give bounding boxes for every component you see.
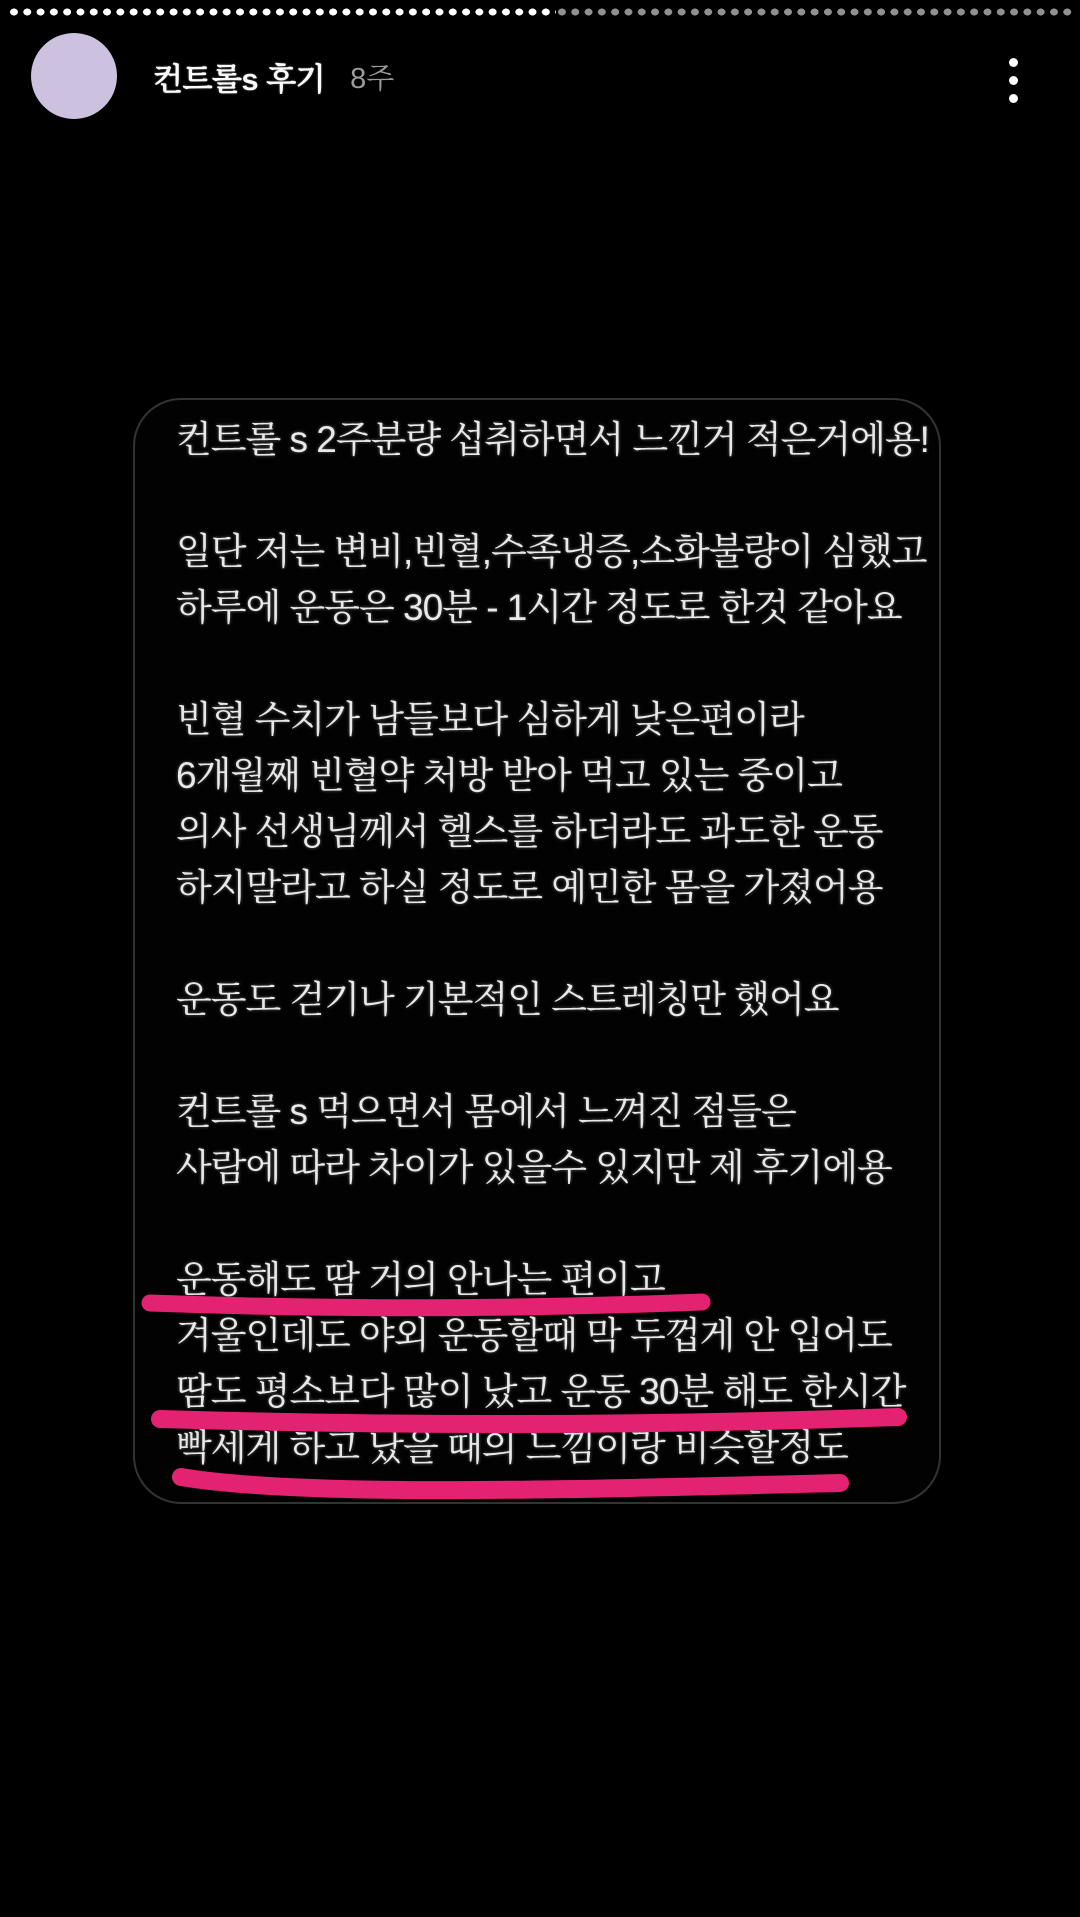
progress-filled-segments [8,8,556,16]
more-options-button[interactable] [999,50,1027,110]
review-text [176,412,929,1476]
review-line: 컨트롤 s 먹으면서 몸에서 느껴진 점들은 [176,1091,796,1132]
review-card [133,398,941,1504]
review-line: 6개월째 빈혈약 처방 받아 먹고 있는 중이고 [176,755,842,796]
review-line: 땀도 평소보다 많이 났고 운동 30분 해도 한시간 [176,1371,906,1412]
paragraph-gap [176,636,916,692]
paragraph-gap [176,1028,916,1084]
paragraph-gap [176,916,916,972]
review-line: 일단 저는 변비,빈혈,수족냉증,소화불량이 심했고 [176,531,927,572]
paragraph-gap [176,468,916,524]
review-line: 의사 선생님께서 헬스를 하더라도 과도한 운동 [176,811,883,852]
kebab-menu-icon [1009,58,1018,103]
story-title: 컨트롤s 후기 [153,61,326,97]
review-line: 하루에 운동은 30분 - 1시간 정도로 한것 같아요 [176,587,902,628]
story-header [31,33,931,119]
review-line: 겨울인데도 야외 운동할때 막 두껍게 안 입어도 [176,1315,892,1356]
review-line: 운동도 걷기나 기본적인 스트레칭만 했어요 [176,979,839,1020]
review-line: 사람에 따라 차이가 있을수 있지만 제 후기에용 [176,1147,892,1188]
progress-remaining-segments [556,8,1072,16]
review-line: 하지말라고 하실 정도로 예민한 몸을 가졌어용 [176,867,883,908]
review-line: 컨트롤 s 2주분량 섭취하면서 느낀거 적은거에용! [176,419,929,460]
paragraph-gap [176,1196,916,1252]
review-line: 운동해도 땀 거의 안나는 편이고 [176,1259,665,1300]
review-line: 빈혈 수치가 남들보다 심하게 낮은편이라 [176,699,804,740]
story-timestamp: 8주 [350,62,395,95]
review-line: 빡세게 하고 났을 때의 느낌이랑 비슷할정도 [176,1427,848,1468]
avatar[interactable] [31,33,117,119]
